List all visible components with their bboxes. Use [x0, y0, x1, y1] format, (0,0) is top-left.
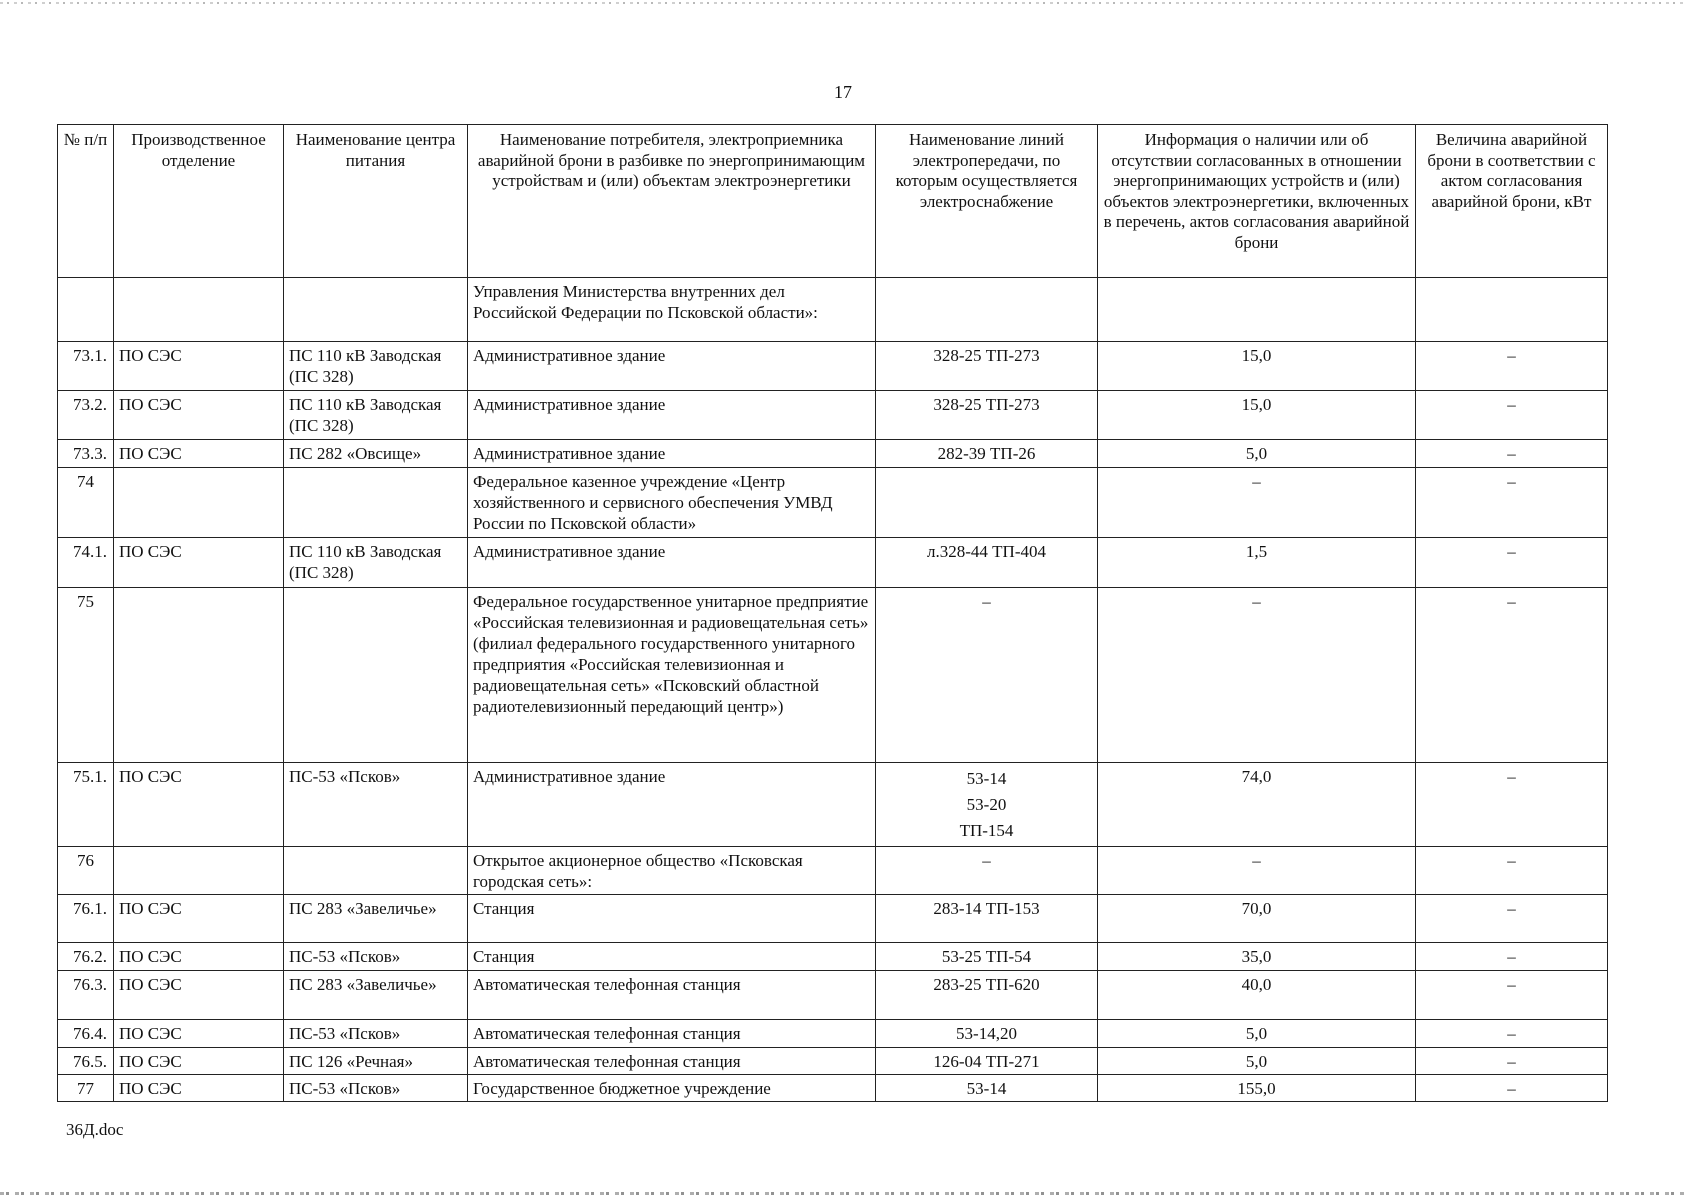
cell-power-center [284, 468, 468, 538]
cell-department [114, 847, 284, 895]
cell-consumer: Автоматическая телефонная станция [468, 1048, 876, 1075]
cell-department: ПО СЭС [114, 538, 284, 588]
power-line-entry: 53-20 [966, 795, 1007, 814]
cell-num [58, 278, 114, 342]
emergency-reserve-table [57, 124, 1608, 1102]
cell-consumer: Государственное бюджетное учреждение [468, 1075, 876, 1102]
cell-power-center: ПС 110 кВ Заводская (ПС 328) [284, 391, 468, 440]
cell-num: 74 [58, 468, 114, 538]
table-row [58, 943, 1608, 971]
header-department: Производственное отделение [114, 125, 284, 278]
cell-power-center: ПС 126 «Речная» [284, 1048, 468, 1075]
cell-department: ПО СЭС [114, 1048, 284, 1075]
cell-consumer: Административное здание [468, 342, 876, 391]
cell-reserve-value [1416, 278, 1608, 342]
cell-consumer: Управления Министерства внутренних дел Российской Федерации по Псковской области»: [468, 278, 876, 342]
cell-consumer: Автоматическая телефонная станция [468, 971, 876, 1020]
cell-reserve-value: – [1416, 538, 1608, 588]
cell-num: 76.1. [58, 895, 114, 943]
cell-department [114, 588, 284, 763]
cell-power-lines: 328-25 ТП-273 [876, 391, 1098, 440]
cell-agreement-info: 40,0 [1098, 971, 1416, 1020]
cell-consumer: Административное здание [468, 391, 876, 440]
cell-num: 73.1. [58, 342, 114, 391]
cell-power-lines: л.328-44 ТП-404 [876, 538, 1098, 588]
cell-department: ПО СЭС [114, 342, 284, 391]
header-num: № п/п [58, 125, 114, 278]
cell-power-center: ПС-53 «Псков» [284, 1020, 468, 1048]
cell-power-lines: 53-14 [876, 1075, 1098, 1102]
cell-consumer: Федеральное государственное унитарное предприятие «Российская телевизионная и радиовещательная сеть» (филиал федерального государственного унитарного предприятия «Российская телевизионная и радиовещательная сеть» «Псковский областной радиотелевизионный передающий центр») [468, 588, 876, 763]
cell-num: 76.3. [58, 971, 114, 1020]
table-row [58, 763, 1608, 847]
table-row [58, 342, 1608, 391]
cell-reserve-value: – [1416, 971, 1608, 1020]
table-row [58, 391, 1608, 440]
cell-power-lines [876, 763, 1098, 847]
scan-edge-bottom [0, 1192, 1686, 1195]
cell-reserve-value: – [1416, 943, 1608, 971]
cell-power-lines: 282-39 ТП-26 [876, 440, 1098, 468]
table-row [58, 440, 1608, 468]
cell-department: ПО СЭС [114, 1020, 284, 1048]
cell-power-lines: 328-25 ТП-273 [876, 342, 1098, 391]
cell-agreement-info: 5,0 [1098, 1020, 1416, 1048]
scan-edge-top [0, 2, 1686, 4]
cell-agreement-info: 5,0 [1098, 440, 1416, 468]
cell-power-center: ПС-53 «Псков» [284, 1075, 468, 1102]
cell-power-lines: 283-25 ТП-620 [876, 971, 1098, 1020]
cell-department: ПО СЭС [114, 943, 284, 971]
cell-power-center: ПС-53 «Псков» [284, 763, 468, 847]
cell-agreement-info: 1,5 [1098, 538, 1416, 588]
cell-consumer: Федеральное казенное учреждение «Центр хозяйственного и сервисного обеспечения УМВД России по Псковской области» [468, 468, 876, 538]
cell-department [114, 278, 284, 342]
header-power-lines: Наименование линий электропередачи, по которым осуществляется электроснабжение [876, 125, 1098, 278]
power-line-entry: 53-14 [966, 769, 1007, 788]
footer-filename: 36Д.doc [66, 1120, 124, 1139]
cell-agreement-info: 74,0 [1098, 763, 1416, 847]
cell-power-lines: – [876, 588, 1098, 763]
cell-department [114, 468, 284, 538]
cell-num: 77 [58, 1075, 114, 1102]
table-row [58, 895, 1608, 943]
cell-department: ПО СЭС [114, 440, 284, 468]
table-row [58, 1048, 1608, 1075]
cell-power-lines [876, 278, 1098, 342]
cell-power-center: ПС 283 «Завеличье» [284, 895, 468, 943]
cell-num: 76.2. [58, 943, 114, 971]
cell-power-center: ПС 282 «Овсище» [284, 440, 468, 468]
cell-num: 75.1. [58, 763, 114, 847]
cell-reserve-value: – [1416, 1075, 1608, 1102]
cell-power-center: ПС 110 кВ Заводская (ПС 328) [284, 538, 468, 588]
cell-num: 73.3. [58, 440, 114, 468]
cell-num: 76.5. [58, 1048, 114, 1075]
cell-reserve-value: – [1416, 895, 1608, 943]
table-row [58, 588, 1608, 763]
cell-power-lines: – [876, 847, 1098, 895]
cell-reserve-value: – [1416, 847, 1608, 895]
cell-agreement-info: 15,0 [1098, 342, 1416, 391]
cell-consumer: Административное здание [468, 440, 876, 468]
cell-reserve-value: – [1416, 440, 1608, 468]
cell-power-center: ПС-53 «Псков» [284, 943, 468, 971]
cell-reserve-value: – [1416, 342, 1608, 391]
cell-reserve-value: – [1416, 763, 1608, 847]
cell-num: 74.1. [58, 538, 114, 588]
cell-reserve-value: – [1416, 1020, 1608, 1048]
cell-department: ПО СЭС [114, 895, 284, 943]
power-line-entry: ТП-154 [959, 821, 1014, 840]
cell-department: ПО СЭС [114, 763, 284, 847]
cell-consumer: Станция [468, 943, 876, 971]
cell-consumer: Административное здание [468, 538, 876, 588]
table-row [58, 1075, 1608, 1102]
cell-power-lines: 283-14 ТП-153 [876, 895, 1098, 943]
header-power-center: Наименование центра питания [284, 125, 468, 278]
cell-department: ПО СЭС [114, 971, 284, 1020]
cell-power-lines: 53-25 ТП-54 [876, 943, 1098, 971]
table-header-row [58, 125, 1608, 278]
table-row [58, 971, 1608, 1020]
cell-power-center [284, 847, 468, 895]
cell-power-center: ПС 110 кВ Заводская (ПС 328) [284, 342, 468, 391]
cell-power-lines: 53-14,20 [876, 1020, 1098, 1048]
cell-consumer: Открытое акционерное общество «Псковская городская сеть»: [468, 847, 876, 895]
cell-power-center [284, 588, 468, 763]
cell-agreement-info: 70,0 [1098, 895, 1416, 943]
cell-power-center: ПС 283 «Завеличье» [284, 971, 468, 1020]
cell-num: 76 [58, 847, 114, 895]
cell-department: ПО СЭС [114, 1075, 284, 1102]
table-row [58, 278, 1608, 342]
cell-agreement-info: 15,0 [1098, 391, 1416, 440]
table-row [58, 538, 1608, 588]
table-row [58, 1020, 1608, 1048]
cell-consumer: Станция [468, 895, 876, 943]
cell-department: ПО СЭС [114, 391, 284, 440]
cell-reserve-value: – [1416, 588, 1608, 763]
cell-agreement-info: – [1098, 468, 1416, 538]
cell-num: 76.4. [58, 1020, 114, 1048]
cell-reserve-value: – [1416, 1048, 1608, 1075]
cell-consumer: Административное здание [468, 763, 876, 847]
header-consumer: Наименование потребителя, электроприемника аварийной брони в разбивке по энергопринимающим устройствам и (или) объектам электроэнергетики [468, 125, 876, 278]
cell-num: 73.2. [58, 391, 114, 440]
cell-agreement-info: 5,0 [1098, 1048, 1416, 1075]
cell-agreement-info: 35,0 [1098, 943, 1416, 971]
header-reserve-value: Величина аварийной брони в соответствии с актом согласования аварийной брони, кВт [1416, 125, 1608, 278]
cell-power-lines [876, 468, 1098, 538]
page-number: 17 [834, 82, 852, 102]
cell-agreement-info: – [1098, 588, 1416, 763]
table-row [58, 468, 1608, 538]
cell-agreement-info: 155,0 [1098, 1075, 1416, 1102]
cell-num: 75 [58, 588, 114, 763]
header-agreement-info: Информация о наличии или об отсутствии согласованных в отношении энергопринимающих устройств и (или) объектов электроэнергетики, включенных в перечень, актов согласования аварийной брони [1098, 125, 1416, 278]
cell-power-center [284, 278, 468, 342]
cell-agreement-info [1098, 278, 1416, 342]
table-row [58, 847, 1608, 895]
cell-reserve-value: – [1416, 391, 1608, 440]
cell-power-lines: 126-04 ТП-271 [876, 1048, 1098, 1075]
cell-consumer: Автоматическая телефонная станция [468, 1020, 876, 1048]
cell-agreement-info: – [1098, 847, 1416, 895]
cell-reserve-value: – [1416, 468, 1608, 538]
